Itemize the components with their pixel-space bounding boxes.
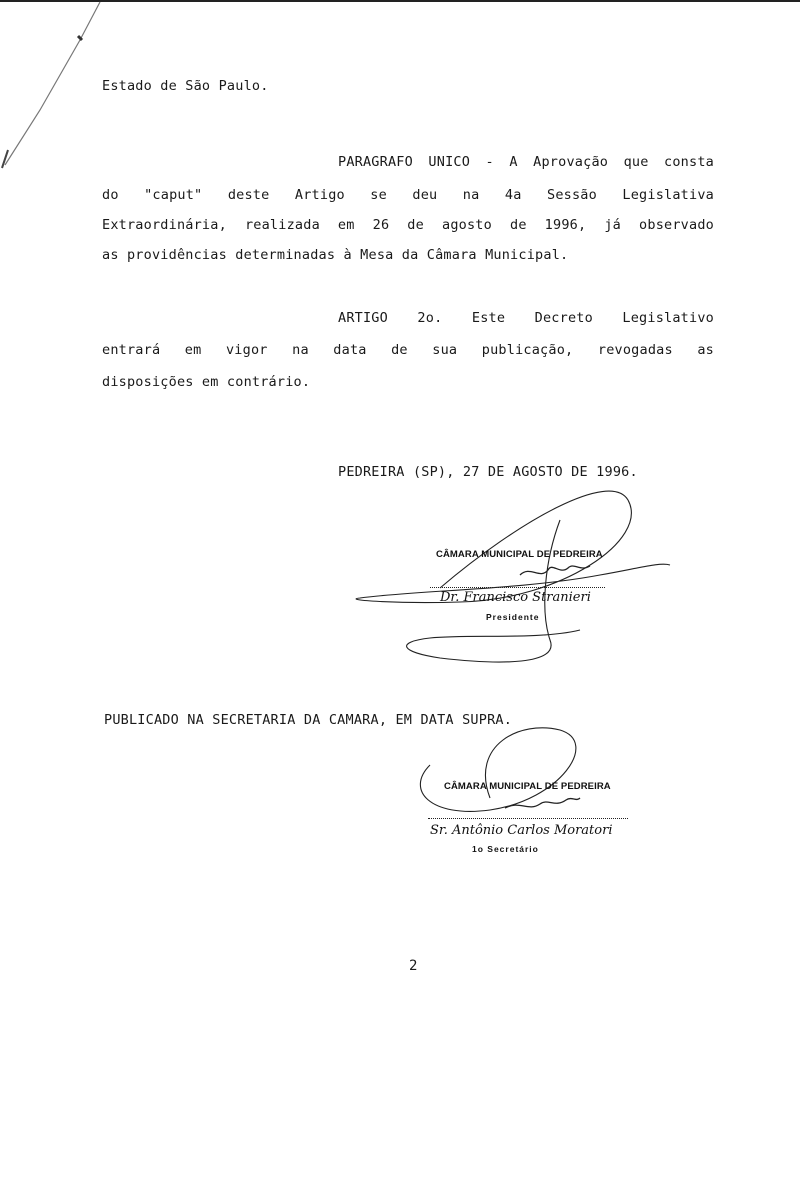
- president-stamp-title: CÂMARA MUNICIPAL DE PEDREIRA: [436, 549, 603, 560]
- secretary-signature-line: [428, 818, 628, 819]
- president-role: Presidente: [486, 612, 540, 622]
- date-line: PEDREIRA (SP), 27 DE AGOSTO DE 1996.: [338, 464, 638, 480]
- artigo-2-line-3: disposições em contrário.: [102, 374, 311, 390]
- paragraph-unico-line-3: Extraordinária, realizada em 26 de agosto de 1996, já observado: [102, 217, 714, 233]
- paragraph-unico-line-1: PARAGRAFO UNICO - A Aprovação que consta: [338, 154, 714, 170]
- page-number: 2: [409, 958, 418, 974]
- secretary-name: Sr. Antônio Carlos Moratori: [430, 823, 613, 838]
- president-name: Dr. Francisco Stranieri: [440, 590, 591, 605]
- artigo-2-line-1: ARTIGO 2o. Este Decreto Legislativo: [338, 310, 714, 326]
- text-line-state: Estado de São Paulo.: [102, 78, 269, 94]
- secretary-role: 1o Secretário: [472, 844, 539, 854]
- secretary-stamp-title: CÂMARA MUNICIPAL DE PEDREIRA: [444, 781, 611, 792]
- paragraph-unico-line-4: as providências determinadas à Mesa da Câmara Municipal.: [102, 247, 569, 263]
- published-line: PUBLICADO NA SECRETARIA DA CAMARA, EM DATA SUPRA.: [104, 712, 513, 728]
- artigo-2-line-2: entrará em vigor na data de sua publicação, revogadas as: [102, 342, 714, 358]
- paragraph-unico-line-2: do "caput" deste Artigo se deu na 4a Sessão Legislativa: [102, 187, 714, 203]
